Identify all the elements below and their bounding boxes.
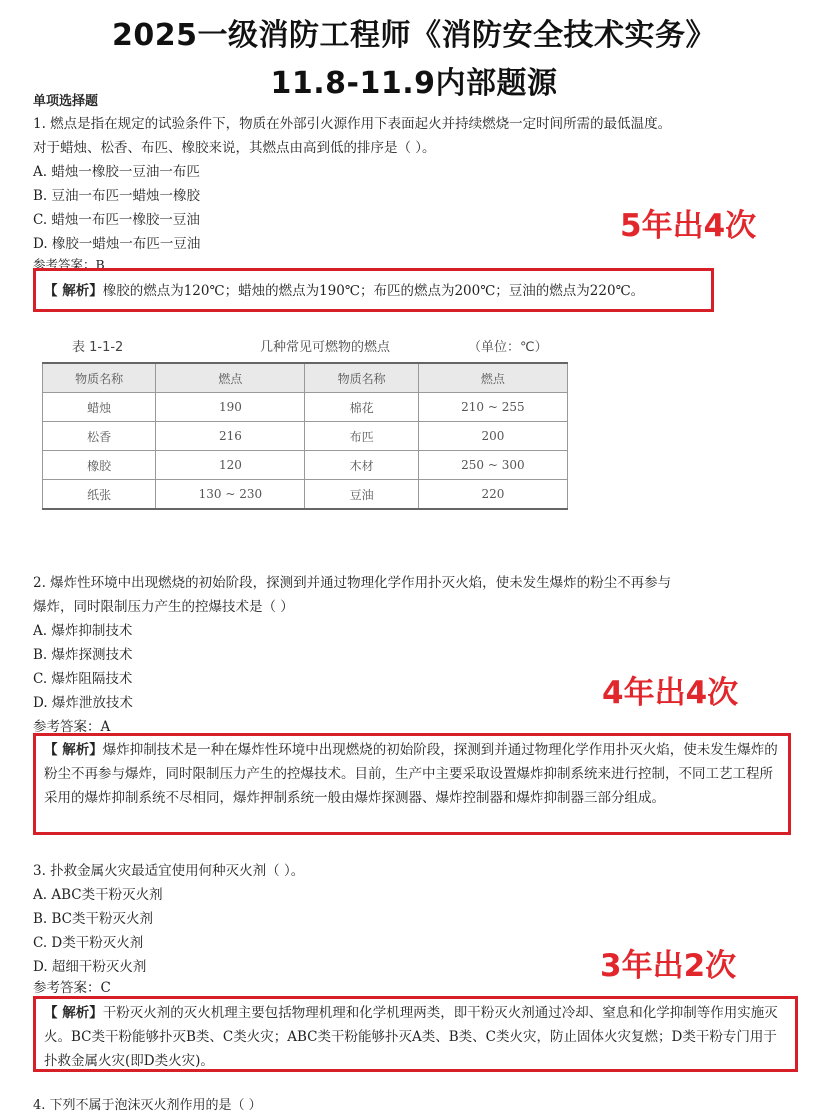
q3-analysis-box: [33, 996, 798, 1072]
q3-option-a: A. ABC类干粉灭火剂: [33, 887, 163, 903]
q2-option-d: D. 爆炸泄放技术: [33, 695, 133, 711]
q2-stem-line2: 爆炸，同时限制压力产生的控爆技术是（ ）: [33, 599, 294, 615]
q2-analysis-box: [33, 733, 791, 835]
table-unit: （单位：℃）: [468, 340, 548, 355]
table-header: 燃点: [156, 363, 305, 393]
q2-option-b: B. 爆炸探测技术: [33, 647, 133, 663]
q1-option-a: A. 蜡烛一橡胶一豆油一布匹: [33, 164, 200, 180]
table-cell: 豆油: [305, 480, 418, 510]
table-header: 燃点: [418, 363, 567, 393]
q3-analysis-text: 干粉灭火剂的灭火机理主要包括物理机理和化学机理两类，即干粉灭火剂通过冷却、窒息和化学抑制等作用实施灭火。BC类干粉能够扑灭B类、C类火灾；ABC类干粉能够扑灭A类、B类、C类火灾，防止固体火灾复燃；D类干粉专门用于扑救金属火灾(即D类火灾)。: [44, 1005, 778, 1069]
page-title-line1: 2025一级消防工程师《消防安全技术实务》: [112, 18, 716, 53]
q1-option-b: B. 豆油一布匹一蜡烛一橡胶: [33, 188, 201, 204]
q3-answer: 参考答案：C: [33, 980, 111, 996]
q3-frequency-stamp: 3年出2次: [600, 948, 737, 984]
q2-answer: 参考答案：A: [33, 719, 111, 735]
table-cell: 190: [156, 393, 305, 422]
q3-analysis-label: 【 解析】: [44, 1005, 103, 1021]
section-heading: 单项选择题: [33, 94, 99, 109]
q1-frequency-stamp: 5年出4次: [620, 208, 757, 244]
q2-analysis-label: 【 解析】: [44, 742, 103, 758]
q3-stem: 3. 扑救金属火灾最适宜使用何种灭火剂（ ）。: [33, 863, 305, 879]
table-cell: 200: [418, 422, 567, 451]
q3-option-b: B. BC类干粉灭火剂: [33, 911, 154, 927]
table-cell: 棉花: [305, 393, 418, 422]
q1-analysis-text: 橡胶的燃点为120℃；蜡烛的燃点为190℃；布匹的燃点为200℃；豆油的燃点为220℃。: [102, 283, 645, 299]
q3-option-d: D. 超细干粉灭火剂: [33, 959, 147, 975]
q3-option-c: C. D类干粉灭火剂: [33, 935, 144, 951]
table-cell: 木材: [305, 451, 418, 480]
q2-option-a: A. 爆炸抑制技术: [33, 623, 133, 639]
table-cell: 130 ~ 230: [156, 480, 305, 510]
table-caption: 几种常见可燃物的燃点: [260, 340, 391, 355]
q4-partial-stem: 4. 下列不属于泡沫灭火剂作用的是（ ）: [33, 1098, 262, 1113]
table-header: 物质名称: [305, 363, 418, 393]
table-id: 表 1-1-2: [72, 340, 124, 355]
q2-analysis-text: 爆炸抑制技术是一种在爆炸性环境中出现燃烧的初始阶段，探测到并通过物理化学作用扑灭火焰，使未发生爆炸的粉尘不再参与爆炸，同时限制压力产生的控爆技术。目前，生产中主要采取设置爆炸抑制系统来进行控制，不同工艺工程所采用的爆炸抑制系统不尽相同，爆炸押制系统一般由爆炸探测器、爆炸控制器和爆炸抑制器三部分组成。: [44, 742, 778, 806]
table-cell: 橡胶: [43, 451, 156, 480]
table-row: [43, 393, 568, 422]
q1-option-d: D. 橡胶一蜡烛一布匹一豆油: [33, 236, 201, 252]
table-cell: 120: [156, 451, 305, 480]
table-row: [43, 422, 568, 451]
table-cell: 216: [156, 422, 305, 451]
table-header: 物质名称: [43, 363, 156, 393]
q1-analysis-label: 【 解析】: [44, 283, 103, 299]
table-cell: 250 ~ 300: [418, 451, 567, 480]
q2-stem-line1: 2. 爆炸性环境中出现燃烧的初始阶段，探测到并通过物理化学作用扑灭火焰，使未发生爆炸的粉尘不再参与: [33, 575, 672, 591]
table-cell: 松香: [43, 422, 156, 451]
table-cell: 210 ~ 255: [418, 393, 567, 422]
table-cell: 纸张: [43, 480, 156, 510]
q2-option-c: C. 爆炸阻隔技术: [33, 671, 133, 687]
ignition-point-table: [42, 362, 568, 510]
q1-stem-line1: 1. 燃点是指在规定的试验条件下，物质在外部引火源作用下表面起火并持续燃烧一定时间所需的最低温度。: [33, 116, 672, 132]
table-row: [43, 451, 568, 480]
table-header-row: [43, 363, 568, 393]
q1-option-c: C. 蜡烛一布匹一橡胶一豆油: [33, 212, 200, 228]
table-cell: 蜡烛: [43, 393, 156, 422]
q1-analysis-box: [33, 268, 714, 312]
table-cell: 220: [418, 480, 567, 510]
q2-frequency-stamp: 4年出4次: [602, 675, 739, 711]
table-row: [43, 480, 568, 510]
page-title-line2: 11.8-11.9内部题源: [270, 66, 558, 101]
q1-answer: 参考答案：B: [33, 257, 105, 272]
table-cell: 布匹: [305, 422, 418, 451]
q1-stem-line2: 对于蜡烛、松香、布匹、橡胶来说，其燃点由高到低的排序是（ ）。: [33, 140, 436, 156]
